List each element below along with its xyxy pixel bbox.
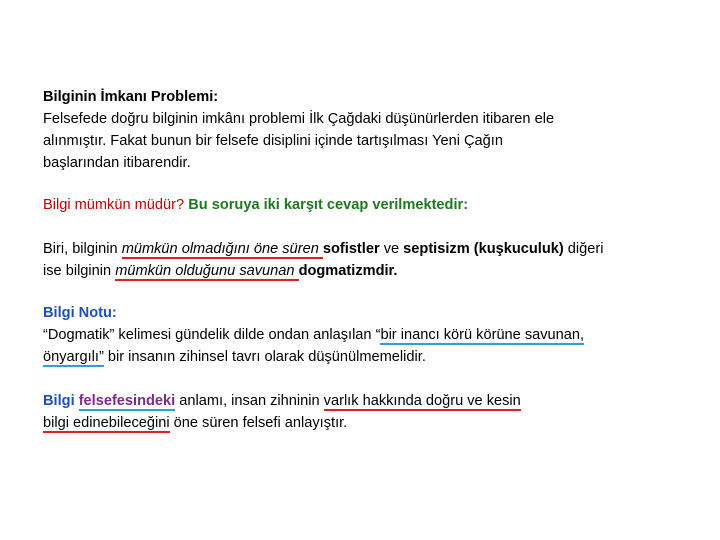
answers-paragraph: [43, 238, 683, 282]
definition-paragraph: [43, 390, 683, 434]
answers-text: ve: [383, 241, 404, 257]
intro-line-3: başlarından itibarendir.: [43, 155, 191, 171]
underlined-phrase: bir inancı körü körüne savunan,: [380, 327, 585, 343]
question-statement: Bu soruya iki karşıt cevap verilmektedir:: [188, 197, 469, 213]
underlined-phrase: mümkün olmadığını öne süren: [121, 241, 323, 257]
bold-term: dogmatizmdir.: [298, 263, 398, 279]
answers-text: Biri, bilginin: [43, 241, 122, 257]
intro-paragraph: [43, 86, 683, 174]
underlined-phrase: bilgi edinebileceğini: [43, 415, 170, 431]
note-text: “Dogmatik” kelimesi gündelik dilde ondan anlaşılan “: [43, 327, 381, 343]
definition-line-2: [43, 412, 683, 434]
intro-line-2: alınmıştır. Fakat bunun bir felsefe disiplini içinde tartışılması Yeni Çağın: [43, 133, 503, 149]
definition-term-2: felsefesindeki: [78, 393, 176, 409]
note-paragraph: [43, 302, 683, 368]
note-line-2: [43, 346, 683, 368]
definition-term-1: Bilgi: [43, 393, 79, 409]
question-line: [43, 194, 683, 216]
answers-line-1: [43, 238, 683, 260]
note-text: bir insanın zihinsel tavrı olarak düşünülmemelidir.: [103, 349, 426, 365]
underlined-phrase: mümkün olduğunu savunan: [115, 263, 299, 279]
note-line-1: [43, 324, 683, 346]
intro-line-1: Felsefede doğru bilginin imkânı problemi İlk Çağdaki düşünürlerden itibaren ele: [43, 111, 555, 127]
answers-text: diğeri: [563, 241, 604, 257]
underlined-phrase: varlık hakkında doğru ve kesin: [323, 393, 521, 409]
definition-text: anlamı, insan zihninin: [175, 393, 324, 409]
section-heading: Bilginin İmkanı Problemi:: [43, 89, 219, 105]
bold-term: sofistler: [322, 241, 384, 257]
definition-line-1: [43, 390, 683, 412]
answers-text: ise bilginin: [43, 263, 116, 279]
note-heading: Bilgi Notu:: [43, 305, 117, 321]
answers-line-2: [43, 260, 683, 282]
definition-text: öne süren felsefi anlayıştır.: [169, 415, 348, 431]
bold-term: septisizm (kuşkuculuk): [403, 241, 564, 257]
question-text: Bilgi mümkün müdür?: [43, 197, 185, 213]
underlined-phrase: önyargılı”: [43, 349, 104, 365]
